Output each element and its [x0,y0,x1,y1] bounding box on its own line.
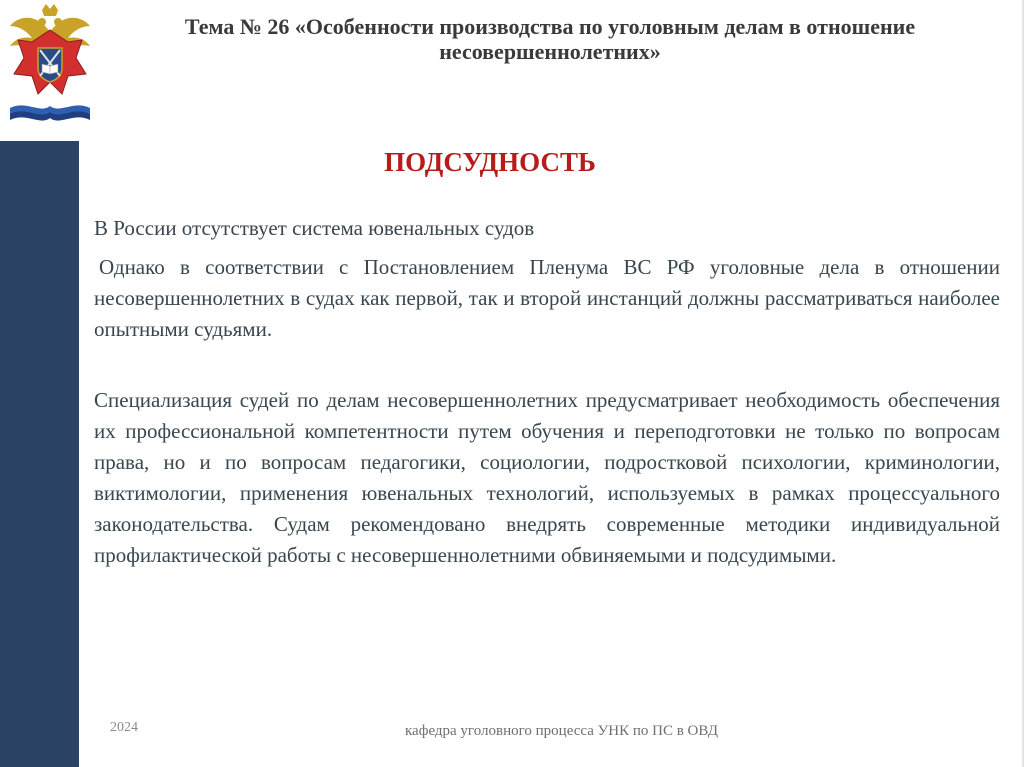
slide-content [94,213,1000,571]
paragraph-judge-specialization: Специализация судей по делам несовершеннолетних предусматривает необходимость обеспечения их профессиональной компетентности путем обучения и переподготовки не только по вопросам права, но и по вопросам педагогики, социологии, подростковой психологии, криминологии, виктимологии, применения ювенальных технологий, используемых в рамках процессуального законодательства. Судам рекомендовано внедрять современные методики индивидуальной профилактической работы с несовершеннолетними обвиняемыми и подсудимыми. [94,388,1000,567]
sidebar-bar [0,141,79,767]
header-title-line-2: несовершеннолетних» [439,39,661,64]
footer-department: кафедра уголовного процесса УНК по ПС в ОВД [405,723,719,739]
footer-year: 2024 [110,720,138,735]
paragraph-plenum-resolution: Однако в соответствии с Постановлением Пленума ВС РФ уголовные дела в отношении несовершеннолетних в судах как первой, так и второй инстанций должны рассматриваться наиболее опытными судьями. [94,255,1000,341]
police-academy-emblem-icon [6,2,94,130]
header-title-line-1: Тема № 26 «Особенности производства по уголовным делам в отношение [184,14,916,39]
slide-header-title [100,14,1000,64]
paragraph-juvenile-courts: В России отсутствует система ювенальных судов [94,216,535,240]
section-heading: ПОДСУДНОСТЬ [384,147,596,177]
